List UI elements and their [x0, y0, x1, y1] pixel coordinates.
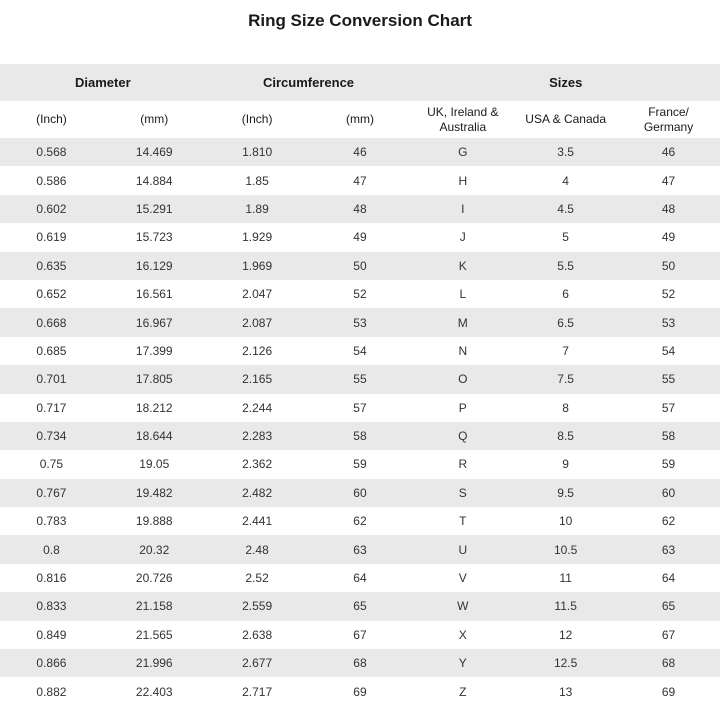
table-cell: S: [458, 485, 467, 500]
table-cell: 2.087: [242, 315, 273, 330]
column-header-circumference-inch: (Inch): [206, 101, 309, 138]
table-cell: 0.652: [36, 287, 67, 302]
table-cell: 12: [558, 627, 573, 642]
table-row: [0, 280, 720, 308]
table-cell: 0.619: [36, 230, 67, 245]
table-row: [0, 138, 720, 166]
table-cell: P: [458, 400, 467, 415]
table-cell: 50: [353, 258, 367, 273]
table-cell: 1.929: [242, 230, 273, 245]
table-cell: 10: [558, 514, 573, 529]
table-cell: 4.5: [557, 201, 574, 216]
table-cell: 52: [661, 287, 676, 302]
table-cell: 2.362: [242, 457, 273, 472]
column-header-diameter-mm: (mm): [103, 101, 206, 138]
table-cell: 16.967: [135, 315, 173, 330]
table-cell: 2.126: [242, 343, 273, 358]
table-cell: 5: [562, 230, 569, 245]
table-cell: 48: [661, 201, 676, 216]
table-row: [0, 564, 720, 592]
table-cell: Q: [458, 429, 468, 444]
table-cell: 58: [353, 429, 367, 444]
table-cell: 2.441: [242, 514, 273, 529]
table-cell: R: [458, 457, 468, 472]
table-cell: 1.89: [245, 201, 269, 216]
table-cell: 7: [562, 343, 569, 358]
table-cell: 22.403: [135, 684, 173, 699]
table-cell: 1.969: [242, 258, 273, 273]
page-title: Ring Size Conversion Chart: [248, 11, 472, 30]
table-cell: 19.05: [139, 457, 170, 472]
table-cell: 55: [661, 372, 676, 387]
table-cell: 60: [661, 485, 676, 500]
table-cell: 6.5: [557, 315, 574, 330]
table-cell: 18.644: [135, 429, 173, 444]
table-cell: 57: [661, 400, 676, 415]
table-cell: 2.244: [242, 400, 273, 415]
table-row: [0, 677, 720, 705]
table-cell: 0.685: [36, 343, 67, 358]
table-cell: 0.635: [36, 258, 67, 273]
table-cell: 4: [562, 173, 569, 188]
table-cell: 10.5: [553, 542, 578, 557]
table-cell: 0.734: [36, 429, 67, 444]
table-cell: 60: [353, 485, 367, 500]
table-cell: 62: [353, 514, 367, 529]
ring-size-conversion-table: [0, 64, 720, 706]
column-header-usa-canada: USA & Canada: [514, 101, 617, 138]
table-cell: 8.5: [557, 429, 574, 444]
table-cell: 63: [353, 542, 367, 557]
column-header-uk-ireland-australia: UK, Ireland & Australia: [411, 101, 514, 138]
group-header-diameter: Diameter: [0, 64, 206, 101]
table-cell: 19.888: [135, 514, 173, 529]
table-cell: 2.482: [242, 485, 273, 500]
table-body: [0, 138, 720, 706]
table-cell: 63: [661, 542, 676, 557]
table-row: [0, 308, 720, 336]
table-cell: H: [458, 173, 468, 188]
table-cell: 17.399: [135, 343, 173, 358]
table-cell: 0.568: [36, 145, 67, 160]
table-cell: 69: [661, 684, 676, 699]
table-row: [0, 223, 720, 251]
table-cell: 0.816: [36, 571, 67, 586]
table-cell: 0.75: [39, 457, 64, 472]
table-cell: 16.561: [135, 287, 173, 302]
group-header-circumference: Circumference: [206, 64, 412, 101]
table-cell: 14.884: [135, 173, 173, 188]
table-row: [0, 195, 720, 223]
table-cell: 49: [661, 230, 676, 245]
table-cell: 64: [353, 571, 367, 586]
table-cell: I: [461, 201, 465, 216]
table-cell: 0.833: [36, 599, 67, 614]
table-cell: 65: [353, 599, 367, 614]
table-cell: 0.717: [36, 400, 67, 415]
table-cell: X: [458, 627, 467, 642]
table-header: [0, 64, 720, 138]
table-cell: 67: [353, 627, 367, 642]
table-cell: T: [459, 514, 467, 529]
table-cell: 57: [353, 400, 367, 415]
table-cell: 53: [661, 315, 676, 330]
table-cell: 65: [661, 599, 676, 614]
column-header-circumference-mm: (mm): [309, 101, 412, 138]
table-cell: 9.5: [557, 485, 574, 500]
table-row: [0, 479, 720, 507]
table-cell: 2.165: [242, 372, 273, 387]
table-subheader-row: [0, 101, 720, 138]
table-cell: 7.5: [557, 372, 574, 387]
table-cell: 64: [661, 571, 676, 586]
table-cell: 19.482: [135, 485, 173, 500]
table-cell: 0.586: [36, 173, 67, 188]
table-row: [0, 337, 720, 365]
table-cell: 47: [353, 173, 367, 188]
table-cell: 0.882: [36, 684, 67, 699]
table-cell: 0.866: [36, 656, 67, 671]
table-row: [0, 166, 720, 194]
table-cell: 21.996: [135, 656, 173, 671]
table-cell: 62: [661, 514, 676, 529]
table-cell: 9: [562, 457, 569, 472]
table-cell: 52: [353, 287, 367, 302]
table-cell: 2.677: [242, 656, 273, 671]
table-cell: 1.810: [242, 145, 273, 160]
table-cell: 11: [559, 571, 572, 586]
table-cell: 0.767: [36, 485, 67, 500]
table-cell: 0.602: [36, 201, 67, 216]
table-cell: 5.5: [557, 258, 574, 273]
table-row: [0, 394, 720, 422]
table-cell: 0.783: [36, 514, 67, 529]
table-row: [0, 252, 720, 280]
table-row: [0, 649, 720, 677]
table-cell: 15.291: [135, 201, 173, 216]
table-cell: 59: [353, 457, 367, 472]
table-cell: 55: [353, 372, 367, 387]
table-cell: 0.8: [43, 542, 60, 557]
table-cell: 1.85: [245, 173, 269, 188]
table-cell: K: [458, 258, 467, 273]
table-cell: 47: [661, 173, 676, 188]
table-cell: 17.805: [135, 372, 173, 387]
table-cell: 68: [661, 656, 676, 671]
table-cell: 2.638: [242, 627, 273, 642]
table-cell: 46: [661, 145, 676, 160]
table-cell: 12.5: [553, 656, 578, 671]
table-cell: 69: [353, 684, 367, 699]
table-cell: 21.565: [135, 627, 173, 642]
table-cell: W: [457, 599, 469, 614]
table-cell: L: [459, 287, 467, 302]
table-cell: 11.5: [554, 599, 577, 614]
table-row: [0, 535, 720, 563]
table-cell: Y: [458, 656, 467, 671]
table-cell: O: [458, 372, 468, 387]
table-cell: 2.559: [242, 599, 273, 614]
table-row: [0, 592, 720, 620]
table-group-header-row: [0, 64, 720, 101]
table-row: [0, 507, 720, 535]
table-cell: 20.32: [139, 542, 170, 557]
table-row: [0, 621, 720, 649]
table-cell: 15.723: [135, 230, 173, 245]
table-cell: 2.283: [242, 429, 273, 444]
table-cell: U: [458, 542, 468, 557]
table-cell: 18.212: [135, 400, 173, 415]
table-cell: 2.48: [245, 542, 269, 557]
table-cell: G: [458, 145, 468, 160]
column-header-france-germany: France/ Germany: [617, 101, 720, 138]
table-cell: 14.469: [135, 145, 173, 160]
table-cell: 68: [353, 656, 367, 671]
table-cell: 2.047: [242, 287, 273, 302]
table-row: [0, 422, 720, 450]
table-cell: 13: [558, 684, 573, 699]
table-cell: 16.129: [135, 258, 173, 273]
column-header-diameter-inch: (Inch): [0, 101, 103, 138]
table-cell: 8: [562, 400, 569, 415]
table-cell: 58: [661, 429, 676, 444]
table-cell: 0.668: [36, 315, 67, 330]
table-cell: 0.701: [36, 372, 67, 387]
table-cell: 53: [353, 315, 367, 330]
group-header-sizes: Sizes: [411, 64, 720, 101]
table-cell: 20.726: [135, 571, 173, 586]
table-cell: 0.849: [36, 627, 67, 642]
table-cell: V: [458, 571, 467, 586]
table-cell: 46: [353, 145, 367, 160]
table-cell: 2.52: [245, 571, 269, 586]
table-cell: 54: [661, 343, 676, 358]
table-cell: 50: [661, 258, 676, 273]
table-cell: 3.5: [557, 145, 574, 160]
table-cell: 49: [353, 230, 367, 245]
table-row: [0, 450, 720, 478]
table-cell: 6: [562, 287, 569, 302]
table-cell: J: [459, 230, 466, 245]
table-cell: 21.158: [135, 599, 173, 614]
table-cell: Z: [459, 684, 467, 699]
table-cell: M: [457, 315, 468, 330]
table-cell: 59: [661, 457, 676, 472]
table-cell: 48: [353, 201, 367, 216]
table-cell: N: [458, 343, 468, 358]
table-cell: 54: [353, 343, 367, 358]
table-row: [0, 365, 720, 393]
table-cell: 2.717: [242, 684, 273, 699]
table-cell: 67: [661, 627, 676, 642]
